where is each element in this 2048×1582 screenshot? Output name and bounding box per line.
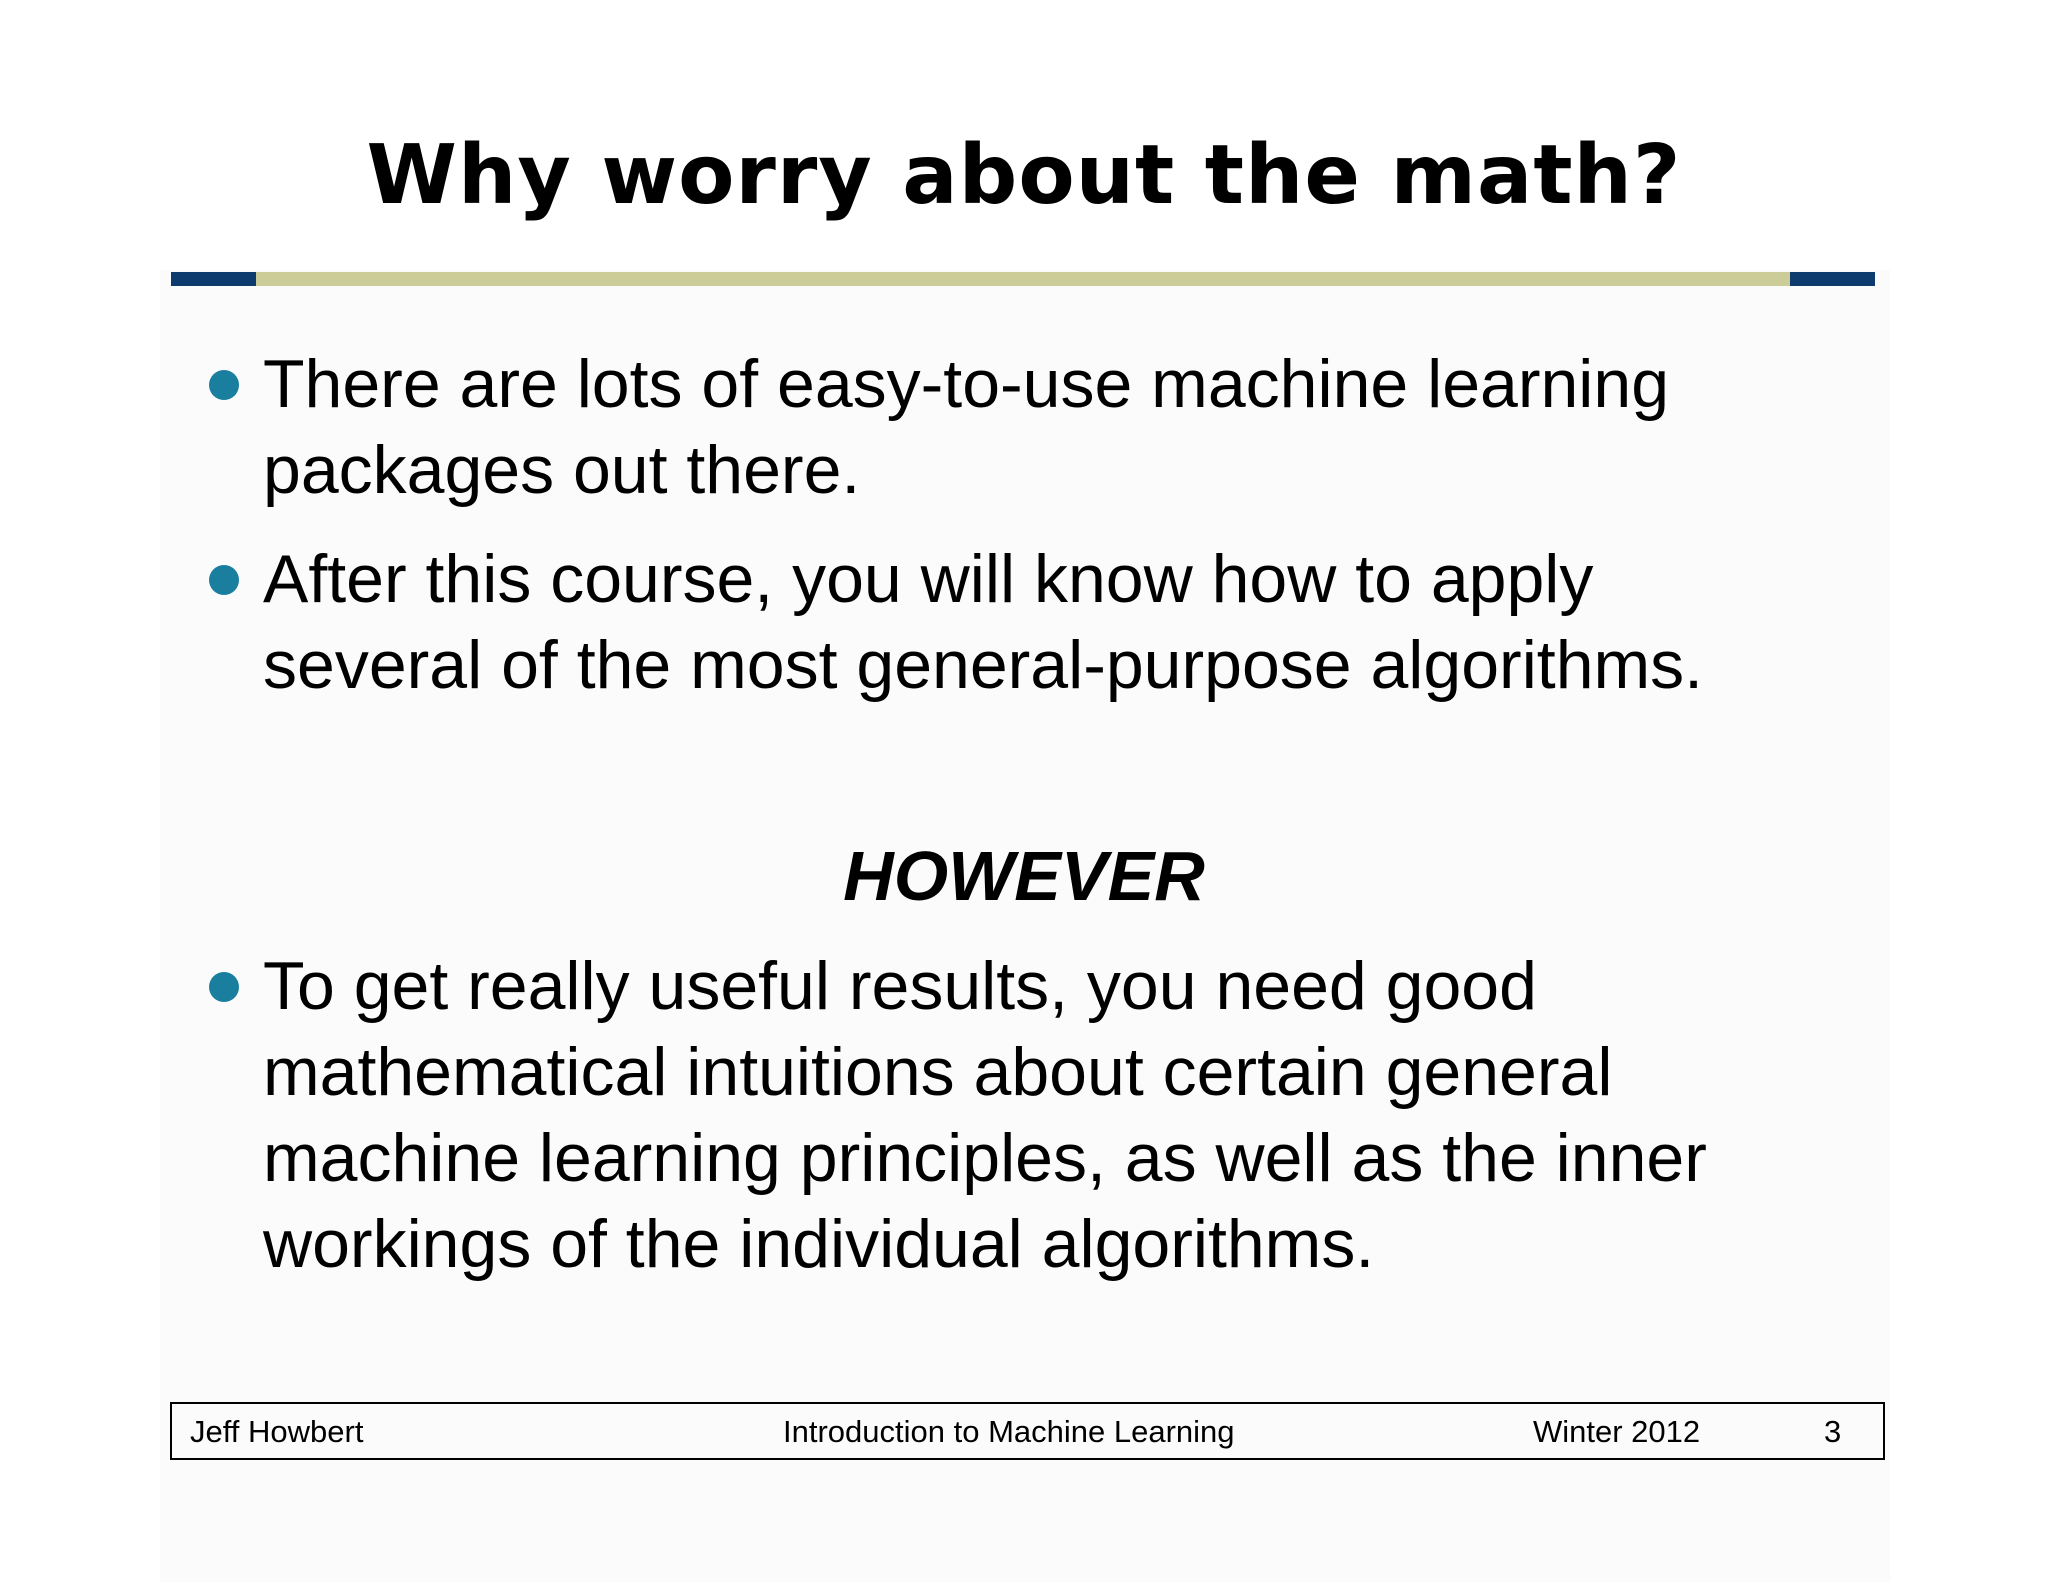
bullet-icon (209, 972, 239, 1002)
slide-footer (170, 1402, 1885, 1460)
slide-title: Why worry about the math? (366, 128, 1682, 223)
bullet-line: After this course, you will know how to apply (263, 541, 1594, 617)
bullet-item (263, 536, 1913, 708)
footer-course: Introduction to Machine Learning (783, 1414, 1235, 1449)
footer-term: Winter 2012 (1533, 1414, 1701, 1449)
bullet-item (263, 943, 1913, 1287)
title-rule-left-accent (171, 272, 256, 286)
bullet-line: workings of the individual algorithms. (263, 1206, 1375, 1282)
title-rule (256, 272, 1790, 286)
bullet-line: several of the most general-purpose algorithms. (263, 627, 1704, 703)
bullet-line: mathematical intuitions about certain general (263, 1034, 1613, 1110)
footer-page-number: 3 (1824, 1414, 1842, 1449)
bullet-icon (209, 370, 239, 400)
however-heading: HOWEVER (843, 837, 1205, 915)
bullet-line: packages out there. (263, 432, 861, 508)
bullet-icon (209, 565, 239, 595)
footer-author: Jeff Howbert (190, 1414, 364, 1449)
bullet-line: There are lots of easy-to-use machine learning (263, 346, 1670, 422)
bullet-line: machine learning principles, as well as the inner (263, 1120, 1707, 1196)
title-rule-right-accent (1790, 272, 1875, 286)
bullet-line: To get really useful results, you need good (263, 948, 1537, 1024)
bullet-item (263, 341, 1913, 513)
